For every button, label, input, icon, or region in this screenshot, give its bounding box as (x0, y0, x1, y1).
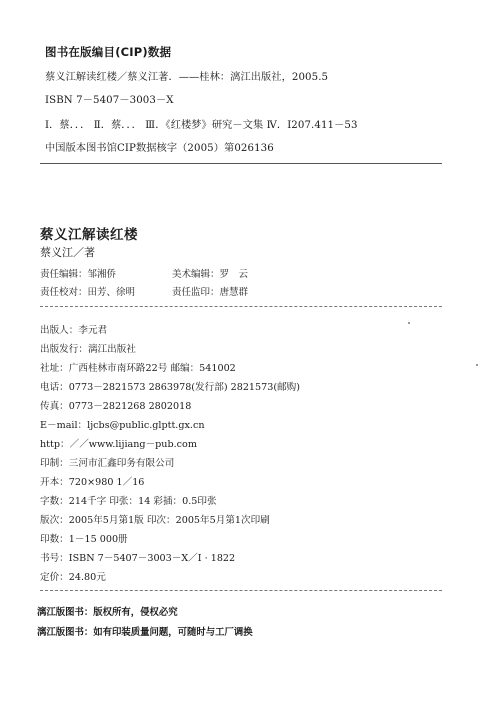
responsible-editor: 责任编辑：邹湘侨 (40, 269, 117, 280)
copyright-notice: 漓江版图书：版权所有，侵权必究 (37, 607, 178, 618)
format: 开本：720×980 1／16 (40, 477, 145, 488)
cip-line-classification: Ⅰ．蔡．．． Ⅱ．蔡．．． Ⅲ．《红楼梦》研究－文集 Ⅳ．I207.411－53 (45, 120, 358, 131)
publisher-address: 社址：广西桂林市南环路22号 邮编：541002 (40, 363, 236, 374)
scan-speck (408, 322, 410, 324)
editors-divider (40, 306, 442, 307)
book-title: 蔡义江解读红楼 (40, 227, 138, 243)
cip-line-isbn: ISBN 7－5407－3003－X (45, 95, 174, 106)
proofreader: 责任校对：田芳、徐明 (40, 287, 136, 298)
publisher-fax: 传真：0773－2821268 2802018 (40, 401, 192, 412)
cip-line-title: 蔡义江解读红楼／蔡义江著．——桂林：漓江出版社，2005.5 (45, 72, 329, 83)
art-editor: 美术编辑：罗 云 (172, 269, 249, 280)
book-author: 蔡义江／著 (40, 246, 95, 259)
publisher-phone: 电话：0773－2821573 2863978(发行部) 2821573(邮购) (40, 382, 301, 393)
edition: 版次：2005年5月第1版 印次：2005年5月第1次印刷 (40, 515, 270, 526)
cip-line-cip-number: 中国版本图书馆CIP数据核字（2005）第026136 (45, 143, 274, 154)
word-count: 字数：214千字 印张：14 彩插：0.5印张 (40, 496, 217, 507)
printer: 印制：三河市汇鑫印务有限公司 (40, 458, 175, 469)
print-run: 印数：1－15 000册 (40, 534, 128, 545)
book-number: 书号：ISBN 7－5407－3003－X／I · 1822 (40, 553, 236, 564)
publisher-email: E－mail：ljcbs@public.glptt.gx.cn (40, 420, 205, 431)
publisher-website: http：／／www.lijiang－pub.com (40, 439, 197, 450)
cip-heading: 图书在版编目(CIP)数据 (45, 45, 172, 59)
price: 定价：24.80元 (40, 572, 106, 583)
quality-notice: 漓江版图书：如有印装质量问题，可随时与工厂调换 (37, 627, 253, 638)
publication-divider (40, 590, 442, 591)
publisher: 出版发行：漓江出版社 (40, 344, 136, 355)
print-supervisor: 责任监印：唐慧群 (172, 287, 249, 298)
scan-speck (476, 364, 478, 366)
publisher-person: 出版人：李元君 (40, 325, 108, 336)
cip-divider (40, 163, 442, 164)
